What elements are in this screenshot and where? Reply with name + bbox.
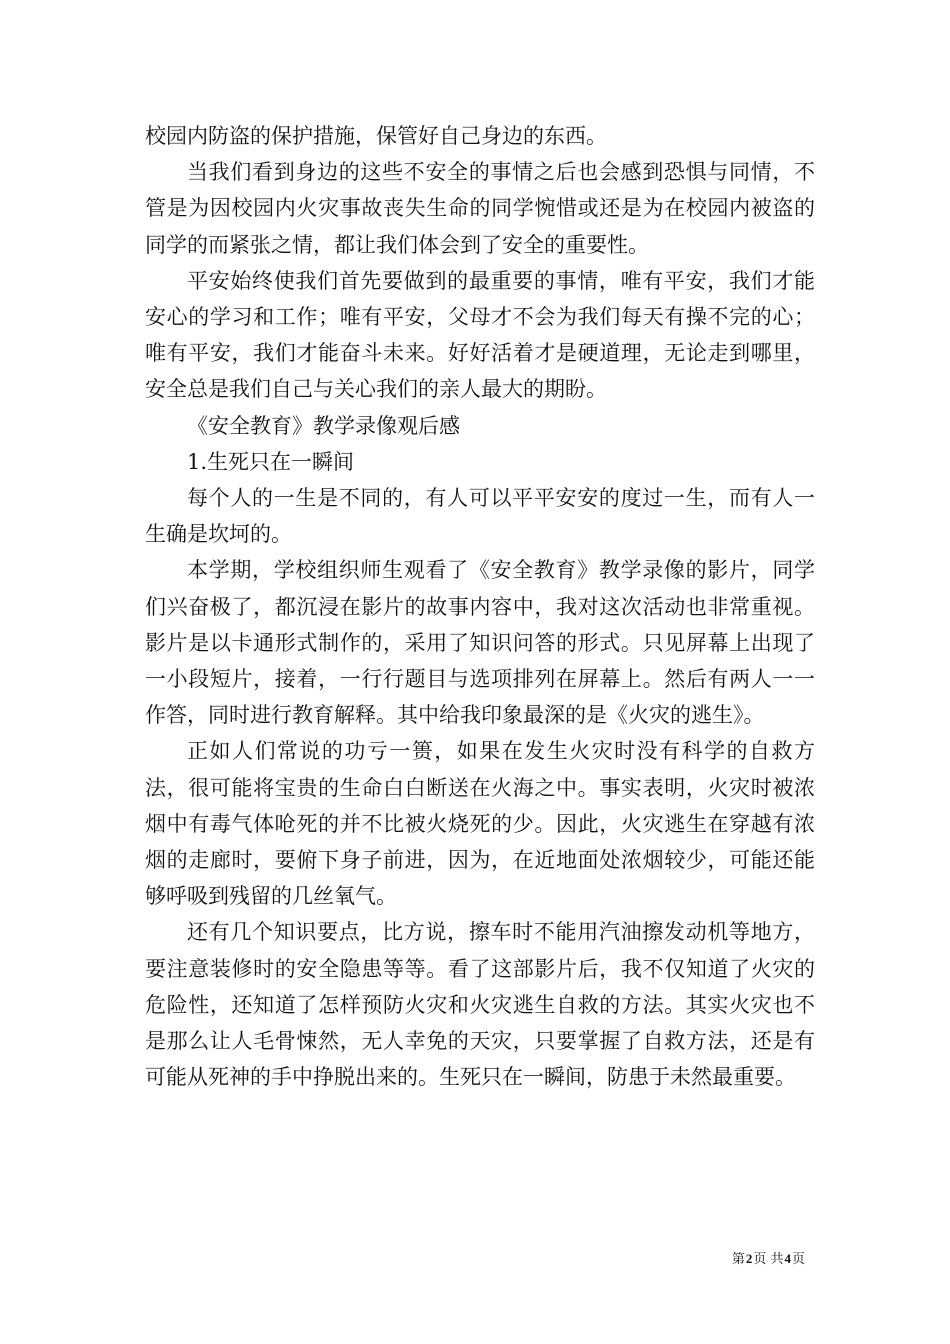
section-subheading: 1.生死只在一瞬间 xyxy=(187,449,355,474)
paragraph-7: 本学期，学校组织师生观看了《安全教育》教学录像的影片，同学们兴奋极了，都沉浸在影片的故事内容中，我对这次活动也非常重视。影片是以卡通形式制作的，采用了知识问答的形式。只见屏幕上出现了一小段短片，接着，一行行题目与选项排列在屏幕上。然后有两人一一作答，同时进行教育解释。其中给我印象最深的是《火灾的逃生》。 xyxy=(145,558,815,728)
document-body xyxy=(145,118,815,1095)
paragraph-3: 平安始终使我们首先要做到的最重要的事情，唯有平安，我们才能安心的学习和工作；唯有平安，父母才不会为我们每天有操不完的心；唯有平安，我们才能奋斗未来。好好活着才是硬道理，无论走到哪里，安全总是我们自己与关心我们的亲人最大的期盼。 xyxy=(145,268,815,402)
paragraph-2: 当我们看到身边的这些不安全的事情之后也会感到恐惧与同情，不管是为因校园内火灾事故丧失生命的同学惋惜或还是为在校园内被盗的同学的而紧张之情，都让我们体会到了安全的重要性。 xyxy=(145,160,815,257)
footer-total-pages: 4 xyxy=(784,1251,791,1266)
section-title: 《安全教育》教学录像观后感 xyxy=(187,413,460,438)
paragraph-8: 正如人们常说的功亏一篑，如果在发生火灾时没有科学的自救方法，很可能将宝贵的生命白白断送在火海之中。事实表明，火灾时被浓烟中有毒气体呛死的并不比被火烧死的少。因此，火灾逃生在穿越有浓烟的走廊时，要俯下身子前进，因为，在近地面处浓烟较少，可能还能够呼吸到残留的几丝氧气。 xyxy=(145,739,815,909)
footer-suffix: 页 xyxy=(791,1252,805,1267)
footer-prefix: 第 xyxy=(731,1252,745,1267)
paragraph-9: 还有几个知识要点，比方说，擦车时不能用汽油擦发动机等地方，要注意装修时的安全隐患等等。看了这部影片后，我不仅知道了火灾的危险性，还知道了怎样预防火灾和火灾逃生自救的方法。其实火灾也不是那么让人毛骨悚然，无人幸免的天灾，只要掌握了自救方法，还是有可能从死神的手中挣脱出来的。生死只在一瞬间，防患于未然最重要。 xyxy=(145,920,815,1090)
paragraph-1: 校园内防盗的保护措施，保管好自己身边的东西。 xyxy=(145,124,607,148)
page-footer xyxy=(732,1248,805,1267)
footer-middle: 页 共 xyxy=(753,1252,784,1267)
paragraph-6: 每个人的一生是不同的，有人可以平平安安的度过一生，而有人一生确是坎坷的。 xyxy=(145,486,815,547)
footer-current-page: 2 xyxy=(745,1251,753,1266)
